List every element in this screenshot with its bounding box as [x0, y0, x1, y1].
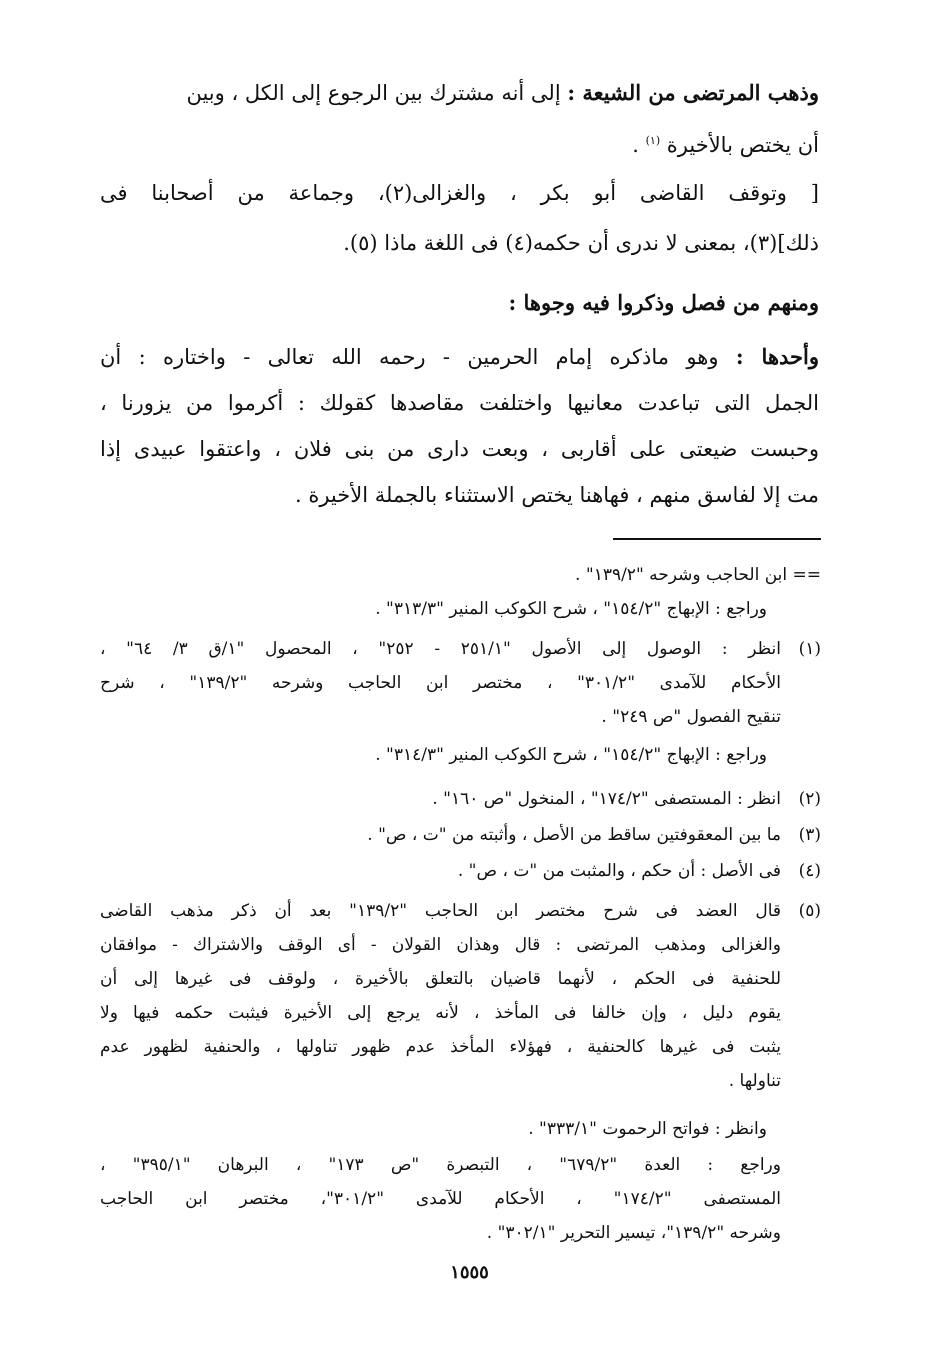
footnote-1: وراجع : الإبهاج "١٥٤/٢" ، شرح الكوكب المنير "٣١٤/٣" . — [375, 745, 767, 765]
body-line-3: [ وتوقف القاضى أبو بكر ، والغزالى(٢)، وجماعة من أصحابنا فى — [100, 181, 819, 205]
footnote-5: المستصفى "١٧٤/٢" ، الأحكام للآمدى "٣٠١/٢"، مختصر ابن الحاجب — [100, 1189, 781, 1209]
body-text: إلى أنه مشترك بين الرجوع إلى الكل ، وبين — [186, 81, 561, 105]
body-line-8: وحبست ضيعتى على أقاربى ، وبعت دارى من بنى فلان ، واعتقوا عبيدى إذا — [100, 437, 819, 461]
body-line-1 — [100, 72, 819, 114]
footnote-1: تنقيح الفصول "ص ٢٤٩" . — [601, 707, 781, 727]
footnote-5: وانظر : فواتح الرحموت "٣٣٣/١" . — [528, 1119, 767, 1139]
body-line-7: الجمل التى تباعدت معانيها واختلفت مقاصدها كقولك : أكرموا من يزورنا ، — [100, 391, 819, 415]
footnote-1: الأحكام للآمدى "٣٠١/٢" ، مختصر ابن الحاجب وشرحه "١٣٩/٢" ، شرح — [100, 673, 781, 693]
footnote-5: للحنفية فى الحكم ، لأنهما قاضيان بالتعلق بالأخيرة ، ولوقف فى غيرها إلى أن — [100, 969, 781, 989]
footnote-5: وشرحه "١٣٩/٢"، تيسير التحرير "٣٠٢/١" . — [486, 1223, 781, 1243]
footnote-number: (٥) — [798, 901, 821, 921]
footnote-continuation: وراجع : الإبهاج "١٥٤/٢" ، شرح الكوكب المنير "٣١٣/٣" . — [375, 599, 767, 619]
footnote-4: فى الأصل : أن حكم ، والمثبت من "ت ، ص" . — [457, 861, 781, 881]
footnote-5: يقوم دليل ، وإن خالفا فى المأخذ ، لأنه يرجع إلى الأخيرة فيثبت حكمه فيها ولا — [100, 1003, 781, 1023]
footnote-number: (٣) — [798, 825, 821, 845]
footnote-ref: (١) — [645, 134, 661, 147]
body-line-6 — [100, 336, 819, 378]
body-text: . — [632, 133, 639, 157]
footnote-number: (٤) — [798, 861, 821, 881]
body-text: أن يختص بالأخيرة — [666, 133, 819, 157]
footnote-1: انظر : الوصول إلى الأصول "٢٥١/١ - ٢٥٢" ، المحصول "١/ق ٣/ ٦٤" ، — [100, 639, 781, 659]
page-number: ١٥٥٥ — [450, 1262, 489, 1283]
body-line-2 — [100, 120, 819, 166]
footnote-5: قال العضد فى شرح مختصر ابن الحاجب "١٣٩/٢" بعد أن ذكر مذهب القاضى — [100, 901, 782, 921]
footnote-5: تناولها . — [728, 1071, 781, 1091]
body-line-9: مت إلا لفاسق منهم ، فهاهنا يختص الاستثناء بالجملة الأخيرة . — [294, 483, 819, 507]
first-aspect-label: وأحدها : — [735, 344, 819, 369]
footnote-5: وراجع : العدة "٦٧٩/٢" ، التبصرة "ص ١٧٣" ، البرهان "٣٩٥/١" ، — [100, 1155, 781, 1175]
section-heading: ومنهم من فصل وذكروا فيه وجوها : — [508, 290, 819, 315]
body-line-4: ذلك](٣)، بمعنى لا ندرى أن حكمه(٤) فى اللغة ماذا (٥). — [343, 231, 819, 255]
footnote-5: يثبت فى غيرها كالحنفية ، فهؤلاء المأخذ عدم ظهور تناولها ، والحنفية لظهور عدم — [100, 1037, 781, 1057]
footnote-2: انظر : المستصفى "١٧٤/٢" ، المنخول "ص ١٦٠" . — [432, 789, 781, 809]
footnote-number: (٢) — [798, 789, 821, 809]
mortada-heading: وذهب المرتضى من الشيعة : — [567, 80, 819, 105]
footnote-number: (١) — [798, 639, 821, 659]
footnote-5: والغزالى ومذهب المرتضى : قال وهذان القولان - أى الوقف والاشتراك - موافقان — [100, 935, 781, 955]
footnote-continuation: == ابن الحاجب وشرحه "١٣٩/٢" . — [575, 565, 821, 585]
body-text: وهو ماذكره إمام الحرمين - رحمه الله تعالى - واختاره : أن — [100, 345, 719, 369]
footnote-3: ما بين المعقوفتين ساقط من الأصل ، وأثبته من "ت ، ص" . — [367, 825, 781, 845]
footnote-separator — [613, 538, 821, 540]
